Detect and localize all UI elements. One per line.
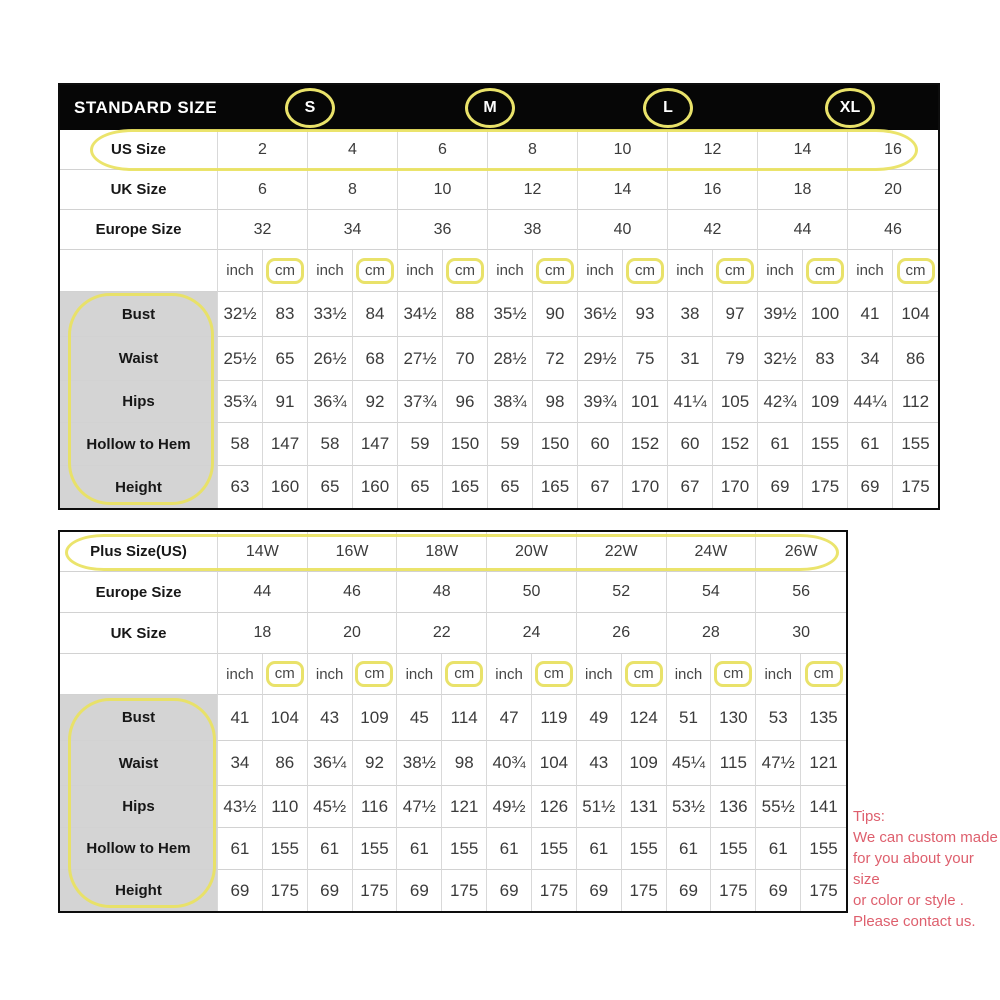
size-s-label: S <box>304 98 316 116</box>
measure-value-cell: 38 <box>668 292 713 337</box>
cm-unit-label <box>803 250 848 292</box>
measure-value-cell: 45 <box>397 695 442 741</box>
measure-value-cell: 109 <box>803 381 848 423</box>
measure-value-cell: 121 <box>442 786 487 828</box>
measure-value-cell: 150 <box>533 423 578 466</box>
size-value-cell: 38 <box>488 210 578 250</box>
size-value-cell: 54 <box>667 572 757 613</box>
measure-value-cell: 175 <box>622 870 667 911</box>
inch-unit-label: inch <box>398 250 443 292</box>
measure-value-cell: 65 <box>398 466 443 508</box>
measure-value-cell: 69 <box>487 870 532 911</box>
size-value-cell: 26 <box>577 613 667 654</box>
measure-row-label: Height <box>60 870 218 911</box>
size-value-cell: 34 <box>308 210 398 250</box>
measure-value-cell: 38½ <box>397 741 442 786</box>
measure-value-cell: 53½ <box>667 786 712 828</box>
measure-value-cell: 155 <box>263 828 308 870</box>
measure-value-cell: 175 <box>263 870 308 911</box>
measure-value-cell: 69 <box>308 870 353 911</box>
cm-unit-label <box>353 654 398 695</box>
measure-value-cell: 160 <box>353 466 398 508</box>
measure-value-cell: 36½ <box>578 292 623 337</box>
measure-value-cell: 69 <box>758 466 803 508</box>
size-row-label: UK Size <box>60 613 218 654</box>
size-row-label: Europe Size <box>60 572 218 613</box>
measure-value-cell: 69 <box>756 870 801 911</box>
measure-value-cell: 65 <box>308 466 353 508</box>
measure-value-cell: 109 <box>353 695 398 741</box>
measure-value-cell: 75 <box>623 337 668 381</box>
measure-value-cell: 98 <box>442 741 487 786</box>
measure-value-cell: 147 <box>263 423 308 466</box>
inch-unit-label: inch <box>397 654 442 695</box>
measure-value-cell: 45½ <box>308 786 353 828</box>
measure-value-cell: 67 <box>668 466 713 508</box>
measure-value-cell: 61 <box>758 423 803 466</box>
size-value-cell: 14 <box>758 130 848 170</box>
measure-value-cell: 165 <box>443 466 488 508</box>
measure-value-cell: 69 <box>397 870 442 911</box>
measure-value-cell: 67 <box>578 466 623 508</box>
measure-value-cell: 65 <box>263 337 308 381</box>
measure-value-cell: 41 <box>848 292 893 337</box>
measure-value-cell: 51 <box>667 695 712 741</box>
measure-value-cell: 104 <box>893 292 938 337</box>
cm-unit-label <box>533 250 578 292</box>
size-s-badge <box>285 88 335 128</box>
size-value-cell: 2 <box>218 130 308 170</box>
measure-value-cell: 90 <box>533 292 578 337</box>
inch-unit-label: inch <box>218 250 263 292</box>
measure-value-cell: 47½ <box>397 786 442 828</box>
measure-value-cell: 28½ <box>488 337 533 381</box>
measure-value-cell: 25½ <box>218 337 263 381</box>
size-value-cell: 10 <box>398 170 488 210</box>
measure-value-cell: 61 <box>667 828 712 870</box>
measure-value-cell: 31 <box>668 337 713 381</box>
measure-value-cell: 61 <box>756 828 801 870</box>
unit-row-label <box>60 654 218 695</box>
measure-value-cell: 116 <box>353 786 398 828</box>
measure-value-cell: 34 <box>848 337 893 381</box>
size-value-cell: 56 <box>756 572 846 613</box>
inch-unit-label: inch <box>308 250 353 292</box>
size-value-cell: 46 <box>848 210 938 250</box>
unit-row-label <box>60 250 218 292</box>
measure-value-cell: 92 <box>353 381 398 423</box>
measure-value-cell: 63 <box>218 466 263 508</box>
measure-value-cell: 61 <box>397 828 442 870</box>
measure-value-cell: 45¼ <box>667 741 712 786</box>
measure-value-cell: 59 <box>488 423 533 466</box>
measure-value-cell: 35¾ <box>218 381 263 423</box>
cm-highlight-box: cm <box>445 661 483 687</box>
measure-value-cell: 124 <box>622 695 667 741</box>
measure-value-cell: 152 <box>713 423 758 466</box>
measure-value-cell: 150 <box>443 423 488 466</box>
measure-row-label: Hollow to Hem <box>60 828 218 870</box>
measure-value-cell: 61 <box>487 828 532 870</box>
measure-row-label: Height <box>60 466 218 508</box>
size-value-cell: 52 <box>577 572 667 613</box>
size-row-label: UK Size <box>60 170 218 210</box>
measure-value-cell: 47 <box>487 695 532 741</box>
measure-value-cell: 53 <box>756 695 801 741</box>
measure-row-label: Hips <box>60 381 218 423</box>
size-xl-badge <box>825 88 875 128</box>
measure-value-cell: 84 <box>353 292 398 337</box>
inch-unit-label: inch <box>758 250 803 292</box>
cm-highlight-box: cm <box>805 661 843 687</box>
measure-value-cell: 40¾ <box>487 741 532 786</box>
size-value-cell: 12 <box>488 170 578 210</box>
size-value-cell: 4 <box>308 130 398 170</box>
inch-unit-label: inch <box>488 250 533 292</box>
cm-highlight-box: cm <box>356 258 394 284</box>
measure-value-cell: 98 <box>533 381 578 423</box>
inch-unit-label: inch <box>578 250 623 292</box>
cm-highlight-box: cm <box>355 661 393 687</box>
cm-highlight-box: cm <box>626 258 664 284</box>
measure-value-cell: 35½ <box>488 292 533 337</box>
cm-highlight-box: cm <box>625 661 663 687</box>
measure-value-cell: 114 <box>442 695 487 741</box>
measure-value-cell: 69 <box>218 870 263 911</box>
tips-line: Please contact us. <box>853 913 976 930</box>
measure-value-cell: 37¾ <box>398 381 443 423</box>
measure-value-cell: 112 <box>893 381 938 423</box>
size-value-cell: 30 <box>756 613 846 654</box>
cm-unit-label <box>353 250 398 292</box>
measure-value-cell: 61 <box>577 828 622 870</box>
measure-value-cell: 115 <box>711 741 756 786</box>
measure-value-cell: 60 <box>668 423 713 466</box>
measure-value-cell: 36¾ <box>308 381 353 423</box>
measure-value-cell: 155 <box>803 423 848 466</box>
measure-value-cell: 32½ <box>758 337 803 381</box>
size-row-label: US Size <box>60 130 218 170</box>
measure-value-cell: 79 <box>713 337 758 381</box>
size-value-cell: 22W <box>577 532 667 572</box>
measure-value-cell: 51½ <box>577 786 622 828</box>
measure-value-cell: 42¾ <box>758 381 803 423</box>
measure-value-cell: 49½ <box>487 786 532 828</box>
tips-line: We can custom made <box>853 829 998 846</box>
measure-value-cell: 147 <box>353 423 398 466</box>
measure-value-cell: 60 <box>578 423 623 466</box>
measure-value-cell: 29½ <box>578 337 623 381</box>
measure-value-cell: 32½ <box>218 292 263 337</box>
size-row-label: Plus Size(US) <box>60 532 218 572</box>
size-l-label: L <box>663 98 673 116</box>
measure-value-cell: 130 <box>711 695 756 741</box>
size-value-cell: 42 <box>668 210 758 250</box>
measure-value-cell: 43½ <box>218 786 263 828</box>
measure-value-cell: 96 <box>443 381 488 423</box>
standard-size-header <box>60 85 938 130</box>
cm-unit-label <box>622 654 667 695</box>
measure-value-cell: 93 <box>623 292 668 337</box>
size-m-badge <box>465 88 515 128</box>
measure-value-cell: 69 <box>667 870 712 911</box>
measure-value-cell: 86 <box>263 741 308 786</box>
standard-size-grid <box>60 130 938 508</box>
measure-value-cell: 175 <box>353 870 398 911</box>
inch-unit-label: inch <box>668 250 713 292</box>
size-value-cell: 14W <box>218 532 308 572</box>
plus-size-table <box>58 530 848 913</box>
measure-value-cell: 61 <box>848 423 893 466</box>
measure-value-cell: 101 <box>623 381 668 423</box>
cm-unit-label <box>623 250 668 292</box>
cm-highlight-box: cm <box>716 258 754 284</box>
measure-value-cell: 105 <box>713 381 758 423</box>
inch-unit-label: inch <box>756 654 801 695</box>
cm-unit-label <box>263 654 308 695</box>
measure-value-cell: 44¼ <box>848 381 893 423</box>
size-value-cell: 16 <box>848 130 938 170</box>
size-value-cell: 20W <box>487 532 577 572</box>
measure-value-cell: 38¾ <box>488 381 533 423</box>
measure-value-cell: 72 <box>533 337 578 381</box>
size-value-cell: 24 <box>487 613 577 654</box>
measure-value-cell: 104 <box>532 741 577 786</box>
measure-value-cell: 88 <box>443 292 488 337</box>
cm-unit-label <box>713 250 758 292</box>
tips-note <box>853 806 1000 932</box>
measure-value-cell: 70 <box>443 337 488 381</box>
measure-value-cell: 155 <box>711 828 756 870</box>
size-value-cell: 12 <box>668 130 758 170</box>
measure-value-cell: 155 <box>893 423 938 466</box>
measure-value-cell: 121 <box>801 741 846 786</box>
tips-title: Tips: <box>853 808 885 825</box>
measure-row-label: Waist <box>60 337 218 381</box>
measure-value-cell: 69 <box>848 466 893 508</box>
measure-value-cell: 92 <box>353 741 398 786</box>
measure-value-cell: 61 <box>218 828 263 870</box>
cm-unit-label <box>442 654 487 695</box>
size-value-cell: 28 <box>667 613 757 654</box>
size-value-cell: 40 <box>578 210 668 250</box>
measure-value-cell: 97 <box>713 292 758 337</box>
inch-unit-label: inch <box>218 654 263 695</box>
size-value-cell: 8 <box>488 130 578 170</box>
size-value-cell: 48 <box>397 572 487 613</box>
size-value-cell: 36 <box>398 210 488 250</box>
measure-value-cell: 36¼ <box>308 741 353 786</box>
measure-value-cell: 155 <box>622 828 667 870</box>
measure-value-cell: 109 <box>622 741 667 786</box>
measure-value-cell: 155 <box>442 828 487 870</box>
cm-highlight-box: cm <box>897 258 935 284</box>
size-value-cell: 18 <box>218 613 308 654</box>
measure-value-cell: 175 <box>442 870 487 911</box>
measure-value-cell: 47½ <box>756 741 801 786</box>
measure-value-cell: 86 <box>893 337 938 381</box>
measure-value-cell: 175 <box>711 870 756 911</box>
size-value-cell: 44 <box>758 210 848 250</box>
size-value-cell: 16 <box>668 170 758 210</box>
measure-row-label: Bust <box>60 292 218 337</box>
measure-value-cell: 34 <box>218 741 263 786</box>
inch-unit-label: inch <box>308 654 353 695</box>
plus-size-grid <box>60 532 846 911</box>
measure-value-cell: 165 <box>533 466 578 508</box>
size-value-cell: 46 <box>308 572 398 613</box>
size-l-badge <box>643 88 693 128</box>
measure-value-cell: 131 <box>622 786 667 828</box>
size-m-label: M <box>483 98 497 116</box>
cm-unit-label <box>532 654 577 695</box>
measure-value-cell: 160 <box>263 466 308 508</box>
size-value-cell: 14 <box>578 170 668 210</box>
measure-value-cell: 141 <box>801 786 846 828</box>
cm-highlight-box: cm <box>266 661 304 687</box>
measure-value-cell: 170 <box>623 466 668 508</box>
tips-line: or color or style . <box>853 892 964 909</box>
measure-value-cell: 104 <box>263 695 308 741</box>
cm-highlight-box: cm <box>714 661 752 687</box>
measure-value-cell: 39¾ <box>578 381 623 423</box>
measure-value-cell: 83 <box>263 292 308 337</box>
measure-value-cell: 43 <box>308 695 353 741</box>
measure-value-cell: 43 <box>577 741 622 786</box>
measure-value-cell: 33½ <box>308 292 353 337</box>
measure-row-label: Hips <box>60 786 218 828</box>
measure-value-cell: 58 <box>308 423 353 466</box>
measure-value-cell: 61 <box>308 828 353 870</box>
measure-value-cell: 55½ <box>756 786 801 828</box>
cm-highlight-box: cm <box>806 258 844 284</box>
size-value-cell: 26W <box>756 532 846 572</box>
measure-value-cell: 65 <box>488 466 533 508</box>
inch-unit-label: inch <box>848 250 893 292</box>
size-value-cell: 6 <box>398 130 488 170</box>
cm-unit-label <box>263 250 308 292</box>
measure-value-cell: 100 <box>803 292 848 337</box>
cm-highlight-box: cm <box>535 661 573 687</box>
measure-value-cell: 34½ <box>398 292 443 337</box>
size-value-cell: 20 <box>308 613 398 654</box>
inch-unit-label: inch <box>577 654 622 695</box>
measure-value-cell: 41 <box>218 695 263 741</box>
cm-highlight-box: cm <box>266 258 304 284</box>
measure-value-cell: 155 <box>353 828 398 870</box>
size-value-cell: 8 <box>308 170 398 210</box>
tips-line: for you about your size <box>853 850 974 888</box>
size-value-cell: 44 <box>218 572 308 613</box>
measure-row-label: Hollow to Hem <box>60 423 218 466</box>
cm-unit-label <box>893 250 938 292</box>
measure-value-cell: 49 <box>577 695 622 741</box>
size-row-label: Europe Size <box>60 210 218 250</box>
measure-value-cell: 110 <box>263 786 308 828</box>
size-xl-label: XL <box>839 98 861 116</box>
measure-value-cell: 135 <box>801 695 846 741</box>
inch-unit-label: inch <box>667 654 712 695</box>
measure-value-cell: 68 <box>353 337 398 381</box>
cm-highlight-box: cm <box>536 258 574 284</box>
size-value-cell: 22 <box>397 613 487 654</box>
cm-unit-label <box>711 654 756 695</box>
size-value-cell: 18W <box>397 532 487 572</box>
size-value-cell: 16W <box>308 532 398 572</box>
standard-size-table <box>58 83 940 510</box>
measure-value-cell: 136 <box>711 786 756 828</box>
measure-value-cell: 83 <box>803 337 848 381</box>
measure-value-cell: 41¼ <box>668 381 713 423</box>
inch-unit-label: inch <box>487 654 532 695</box>
measure-value-cell: 155 <box>801 828 846 870</box>
cm-unit-label <box>801 654 846 695</box>
cm-unit-label <box>443 250 488 292</box>
size-value-cell: 18 <box>758 170 848 210</box>
measure-value-cell: 39½ <box>758 292 803 337</box>
standard-size-title: STANDARD SIZE <box>74 97 218 117</box>
cm-highlight-box: cm <box>446 258 484 284</box>
size-value-cell: 24W <box>667 532 757 572</box>
size-value-cell: 20 <box>848 170 938 210</box>
size-value-cell: 10 <box>578 130 668 170</box>
measure-value-cell: 119 <box>532 695 577 741</box>
measure-value-cell: 175 <box>803 466 848 508</box>
measure-value-cell: 91 <box>263 381 308 423</box>
measure-value-cell: 170 <box>713 466 758 508</box>
measure-value-cell: 58 <box>218 423 263 466</box>
measure-value-cell: 126 <box>532 786 577 828</box>
measure-value-cell: 59 <box>398 423 443 466</box>
size-value-cell: 6 <box>218 170 308 210</box>
measure-value-cell: 27½ <box>398 337 443 381</box>
measure-value-cell: 69 <box>577 870 622 911</box>
measure-value-cell: 175 <box>893 466 938 508</box>
measure-value-cell: 155 <box>532 828 577 870</box>
measure-value-cell: 175 <box>801 870 846 911</box>
measure-value-cell: 175 <box>532 870 577 911</box>
measure-row-label: Waist <box>60 741 218 786</box>
size-value-cell: 50 <box>487 572 577 613</box>
measure-value-cell: 26½ <box>308 337 353 381</box>
measure-value-cell: 152 <box>623 423 668 466</box>
size-value-cell: 32 <box>218 210 308 250</box>
measure-row-label: Bust <box>60 695 218 741</box>
